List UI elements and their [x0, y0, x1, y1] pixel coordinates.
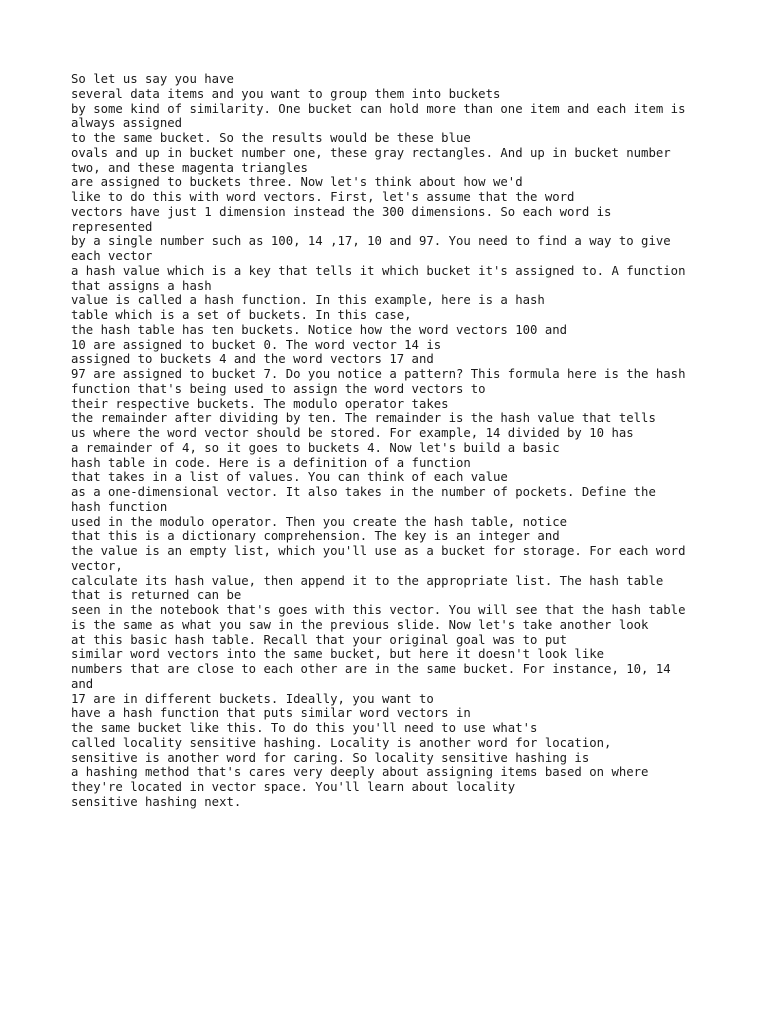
text-line: calculate its hash value, then append it to the appropriate list. The hash table [71, 573, 664, 588]
text-line: like to do this with word vectors. First, let's assume that the word [71, 190, 575, 204]
text-line: a remainder of 4, so it goes to buckets 4. Now let's build a basic [71, 440, 560, 455]
text-line: the remainder after dividing by ten. The remainder is the hash value that tells [71, 411, 656, 426]
text-line: hash function [71, 499, 168, 514]
text-line: are assigned to buckets three. Now let's think about how we'd [71, 175, 523, 190]
text-line: that is returned can be [71, 588, 242, 603]
text-line: that takes in a list of values. You can think of each value [71, 470, 508, 485]
text-line: have a hash function that puts similar word vectors in [71, 706, 471, 721]
text-line: the value is an empty list, which you'll use as a bucket for storage. For each word [71, 544, 686, 558]
text-line: sensitive hashing next. [71, 794, 242, 809]
text-line: to the same bucket. So the results would be these blue [71, 131, 471, 145]
text-line: the same bucket like this. To do this you'll need to use what's [71, 721, 538, 735]
text-line: always assigned [71, 116, 183, 131]
document-body [71, 72, 711, 810]
text-line: they're located in vector space. You'll learn about locality [71, 780, 516, 794]
text-line: seen in the notebook that's goes with this vector. You will see that the hash table [71, 603, 686, 617]
text-line: is the same as what you saw in the previous slide. Now let's take another look [71, 617, 649, 632]
text-line: value is called a hash function. In this example, here is a hash [71, 293, 545, 308]
text-line: several data items and you want to group them into buckets [71, 86, 501, 101]
text-line: as a one-dimensional vector. It also takes in the number of pockets. Define the [71, 485, 656, 499]
text-line: So let us say you have [71, 72, 234, 86]
text-line: numbers that are close to each other are in the same bucket. For instance, 10, 14 [71, 662, 671, 676]
text-line: and [71, 676, 94, 691]
text-line: that assigns a hash [71, 278, 212, 293]
text-line: each vector [71, 249, 153, 263]
text-line: assigned to buckets 4 and the word vectors 17 and [71, 352, 434, 367]
text-line: 97 are assigned to bucket 7. Do you notice a pattern? This formula here is the hash [71, 367, 686, 381]
text-line: function that's being used to assign the word vectors to [71, 381, 486, 396]
text-line: a hash value which is a key that tells it which bucket it's assigned to. A function [71, 263, 686, 278]
text-line: the hash table has ten buckets. Notice how the word vectors 100 and [71, 322, 568, 337]
text-line: their respective buckets. The modulo operator takes [71, 396, 449, 411]
text-line: used in the modulo operator. Then you create the hash table, notice [71, 514, 568, 529]
text-line: two, and these magenta triangles [71, 160, 308, 175]
text-line: us where the word vector should be stored. For example, 14 divided by 10 has [71, 426, 634, 440]
text-line: 10 are assigned to bucket 0. The word vector 14 is [71, 337, 442, 352]
text-line: represented [71, 219, 153, 234]
text-line: by some kind of similarity. One bucket can hold more than one item and each item is [71, 101, 686, 116]
text-line: a hashing method that's cares very deeply about assigning items based on where [71, 765, 649, 780]
text-line: hash table in code. Here is a definition of a function [71, 455, 471, 470]
text-line: similar word vectors into the same bucket, but here it doesn't look like [71, 647, 605, 662]
text-line: vectors have just 1 dimension instead the 300 dimensions. So each word is [71, 204, 612, 219]
text-line: 17 are in different buckets. Ideally, you want to [71, 691, 434, 706]
text-line: called locality sensitive hashing. Locality is another word for location, [71, 735, 612, 750]
text-line: by a single number such as 100, 14 ,17, 10 and 97. You need to find a way to give [71, 234, 671, 249]
text-line: ovals and up in bucket number one, these gray rectangles. And up in bucket number [71, 145, 671, 160]
text-line: sensitive is another word for caring. So locality sensitive hashing is [71, 750, 590, 765]
text-line: at this basic hash table. Recall that your original goal was to put [71, 632, 568, 647]
text-line: vector, [71, 558, 123, 573]
text-line: table which is a set of buckets. In this case, [71, 308, 412, 322]
text-line: that this is a dictionary comprehension. The key is an integer and [71, 529, 560, 544]
